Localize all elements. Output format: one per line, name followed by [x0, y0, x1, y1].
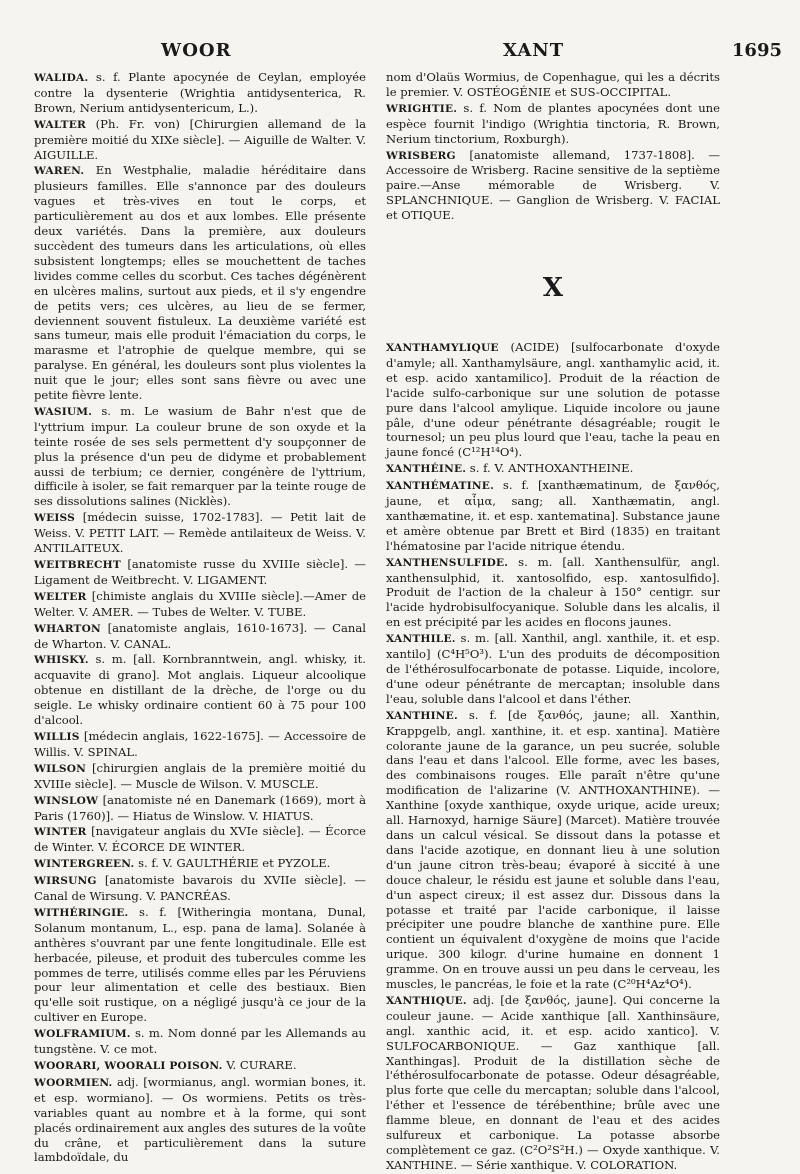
dictionary-entry — [386, 478, 720, 554]
entry-headword: XANTHINE. — [386, 709, 458, 722]
entry-text: nom d'Olaüs Wormius, de Copenhague, qui les a décrits le premier. V. OSTÉOGÉNIE et SUS-OCCIPITAL. — [386, 70, 720, 99]
page-number: 1695 — [731, 40, 782, 61]
entry-headword: WAREN. — [34, 165, 85, 178]
entry-text: s. m. [all. Xanthensulfür, angl. xanthensulphid, it. xantosolfido, esp. xantosulfido]. Produit de l'action de la chaleur à 150° centigr. sur l'acide hydrobisulfocyanique. Soluble dans les alcalis, il en est précipité par les acides en flocons jaunes. — [386, 554, 720, 630]
dictionary-entry — [34, 905, 366, 1025]
dictionary-entry — [34, 510, 366, 556]
entry-text: s. f. V. ANTHOXANTHEINE. — [466, 461, 634, 476]
entry-text: s. m. [all. Xanthil, angl. xanthile, it. et esp. xantilo] (C⁴H⁵O³). L'un des produits de décomposition de l'éthérosulfocarbonate de potasse. Liquide, incolore, d'une odeur pénétrante de mercaptan; insoluble dans l'eau, soluble dans l'alcool et dans l'éther. — [386, 631, 720, 706]
entry-text: (Ph. Fr. von) [Chirurgien allemand de la première moitié du XIXe siècle]. — Aiguille de Walter. V. AIGUILLE. — [34, 116, 366, 162]
entry-text: [anatomiste anglais, 1610-1673]. — Canal de Wharton. V. CANAL. — [34, 620, 366, 651]
entry-text: (ACIDE) [sulfocarbonate d'oxyde d'amyle; all. Xanthamylsäure, angl. xanthamylic acid, it. et esp. acido xantamilico]. Produit de la réaction de l'acide sulfo-carbonique sur une solution de potasse pure dans l'alcool amylique. Liquide incolore ou jaune pâle, d'une odeur pénétrante désagréable; rougit le tournesol; un peu plus lourd que l'eau, tache la peau en jaune foncé (C¹²H¹⁴O⁴). — [386, 339, 720, 460]
entry-headword: XANTHÉMATINE. — [386, 480, 494, 493]
entry-headword: WALTER — [34, 118, 86, 131]
dictionary-entry — [386, 148, 720, 224]
page-header — [18, 40, 782, 66]
entry-headword: WALIDA. — [34, 72, 89, 84]
entry-text: adj. [wormianus, angl. wormian bones, it. et esp. wormiano]. — Os wormiens. Petits os très-variables quant au nombre et à la forme, qui sont placés ordinairement aux angles des sutures de la voûte du crâne, et particulièrement dans la suture lambdoïdale, du — [34, 1074, 366, 1165]
entry-headword: XANTHAMYLIQUE — [386, 341, 499, 354]
entry-headword: WHARTON — [34, 622, 101, 635]
dictionary-entry — [34, 163, 366, 403]
dictionary-entry — [386, 631, 720, 707]
entry-text: [anatomiste allemand, 1737-1808]. — Accessoire de Wrisberg. Racine sensitive de la septième paire.—Anse mémorable de Wrisberg. V. SPLANCHNIQUE. — Ganglion de Wrisberg. V. FACIAL et OTIQUE. — [386, 147, 720, 223]
dictionary-entry — [386, 70, 720, 100]
dictionary-entry — [34, 856, 366, 872]
dictionary-entry — [386, 708, 720, 992]
entry-headword: WOLFRAMIUM. — [34, 1028, 131, 1041]
entry-headword: WELTER — [34, 590, 87, 603]
entry-headword: WINSLOW — [34, 794, 99, 807]
entry-text: s. f. V. GAULTHÉRIE et PYZOLE. — [134, 856, 331, 871]
entry-text: s. f. [xanthæmatinum, de ξανθός, jaune, et αἷμα, sang; all. Xanthæmatin, angl. xanthæmatine, it. et esp. xantematina]. Substance jaune et amère obtenue par Brett et Bird (1835) en traitant l'hématosine par l'acide nitrique étendu. — [386, 478, 720, 553]
entry-headword: WILLIS — [34, 730, 80, 743]
entry-headword: WOORARI, WOORALI POISON. — [34, 1060, 223, 1072]
entry-text: [anatomiste bavarois du XVIIe siècle]. — Canal de Wirsung. V. PANCRÉAS. — [34, 873, 366, 904]
dictionary-entry — [34, 761, 366, 792]
entry-headword: XANTHIQUE. — [386, 994, 467, 1007]
entry-text: [chirurgien anglais de la première moitié du XVIIIe siècle]. — Muscle de Wilson. V. MUSCLE. — [34, 760, 366, 791]
running-head-left: WOOR — [161, 40, 232, 61]
entry-text: s. f. Plante apocynée de Ceylan, employée contre la dysenterie (Wrightia antidysenterica, R. Brown, Nerium antidysentericum, L.). — [34, 70, 366, 115]
entry-headword: XANTHILE. — [386, 633, 456, 646]
entry-headword: WOORMIEN. — [34, 1076, 113, 1089]
entry-headword: WRIGHTIE. — [386, 102, 458, 115]
dictionary-entry — [34, 557, 366, 588]
entry-text: [anatomiste russe du XVIIIe siècle]. — Ligament de Weitbrecht. V. LIGAMENT. — [34, 557, 366, 587]
section-letter-heading: X — [542, 273, 564, 304]
dictionary-entry — [386, 555, 720, 631]
dictionary-entry — [34, 70, 366, 116]
right-column-top-entries — [386, 70, 720, 223]
dictionary-entry — [34, 824, 366, 855]
dictionary-entry — [34, 589, 366, 620]
entry-text: s. m. [all. Kornbranntwein, angl. whisky, it. acquavite di grano]. Mot anglais. Liqueur alcoolique obtenue en distillant de la drèche, de l'orge ou du seigle. Le whisky ordinaire contient 60 à 75 pour 100 d'alcool. — [34, 652, 366, 728]
entry-text: s. m. Le wasium de Bahr n'est que de l'yttrium impur. La couleur brune de son oxyde et la teinte rosée de ses sels permettent d'y soupçonner de plus la présence d'un peu de didyme et probablement aussi de terbium; ce dernier, congénère de l'yttrium, difficile à isoler, se fait remarquer par la teinte rouge de ses dissolutions salines (Nicklès). — [34, 403, 366, 509]
dictionary-entry — [34, 621, 366, 652]
dictionary-entry — [34, 793, 366, 824]
entry-headword: XANTHÉINE. — [386, 463, 467, 476]
dictionary-entry — [34, 873, 366, 904]
entry-headword: WEITBRECHT — [34, 559, 121, 571]
dictionary-entry — [34, 1075, 366, 1165]
right-column — [386, 70, 720, 1174]
entry-text: [médecin suisse, 1702-1783]. — Petit lait de Weiss. V. PETIT LAIT. — Remède antilaiteux de Weiss. V. ANTILAITEUX. — [34, 510, 366, 556]
dictionary-entry — [34, 1058, 366, 1074]
entry-headword: WASIUM. — [34, 405, 93, 418]
entry-text: [anatomiste né en Danemark (1669), mort à Paris (1760)]. — Hiatus de Winslow. V. HIATUS. — [34, 792, 366, 823]
dictionary-entry — [34, 729, 366, 760]
dictionary-entry — [34, 1026, 366, 1057]
entry-headword: WINTERGREEN. — [34, 858, 135, 871]
entry-text: [navigateur anglais du XVIe siècle]. — Écorce de Winter. V. ÉCORCE DE WINTER. — [34, 824, 366, 855]
entry-text: [médecin anglais, 1622-1675]. — Accessoire de Willis. V. SPINAL. — [34, 728, 366, 759]
entry-headword: WRISBERG — [386, 149, 456, 162]
running-head-right: XANT — [503, 40, 565, 61]
entry-headword: WILSON — [34, 762, 87, 775]
entry-headword: WHISKY. — [34, 654, 89, 667]
right-column-bottom-entries — [386, 340, 720, 1173]
entry-text: s. f. [de ξανθός, jaune; all. Xanthin, Krappgelb, angl. xanthine, it. et esp. xantina]. Matière colorante jaune de la garance, un peu sucrée, soluble dans l'eau et dans l'alcool. Elle forme, avec les bases, des combinaisons rouges. Elle paraît n'être qu'une modification de l'alizarine (V. ANTHOXANTHINE). — Xanthine [oxyde xanthique, oxyde urique, acide ureux; all. Harnoxyd, harnige Säure] (Marcet). Matière trouvée dans un calcul vésical. Se dissout dans la potasse et dans l'acide azotique, en donnant lieu à une solution d'un jaune citron très-beau; évaporé à siccité à une douce chaleur, le résidu est jaune et soluble dans l'eau, d'un aspect cireux; il est assez dur. Dissous dans la potasse et traité par l'acide carbonique, il laisse précipiter une poudre blanche de xanthine pure. Elle contient un équivalent d'oxygène de moins que l'acide urique. 300 kilogr. d'urine humaine en donnent 1 gramme. On en trouve aussi un peu dans le cerveau, les muscles, le pancréas, le foie et la rate (C²⁰H⁴Az⁴O⁴). — [386, 707, 720, 992]
dictionary-entry — [386, 461, 720, 477]
dictionary-entry — [34, 117, 366, 163]
entry-headword: XANTHENSULFIDE. — [386, 556, 509, 569]
entry-text: V. CURARE. — [222, 1058, 297, 1072]
entry-headword: WITHÉRINGIE. — [34, 906, 129, 919]
left-column — [34, 70, 366, 1166]
dictionary-entry — [386, 340, 720, 460]
entry-text: adj. [de ξανθός, jaune]. Qui concerne la couleur jaune. — Acide xanthique [all. Xanthinsäure, angl. xanthic acid, it. et esp. acido xantico]. V. SULFOCARBONIQUE. — Gaz xanthique [all. Xanthingas]. Produit de la distillation sèche de l'éthérosulfocarbonate de potasse. Odeur désagréable, plus forte que celle du mercaptan; soluble dans l'alcool, l'éther et l'essence de térébenthine; brûle avec une flamme bleue, en donnant de l'eau et des acides sulfureux et carbonique. La potasse absorbe complètement ce gaz. (C²O²S²H.) — Oxyde xanthique. V. XANTHINE. — Série xanthique. V. COLORATION. — [386, 992, 720, 1172]
dictionary-entry — [34, 652, 366, 728]
entry-headword: WINTER — [34, 826, 87, 839]
entry-text: s. f. [Witheringia montana, Dunal, Solanum montanum, L., esp. pana de lama]. Solanée à anthères s'ouvrant par une fente longitudinale. Elle est herbacée, pileuse, et produit des tubercules comme les pommes de terre, utilisés comme elles par les Péruviens pour leur alimentation et celle des bestiaux. Bien qu'elle soit rustique, on a négligé jusqu'à ce jour de la cultiver en Europe. — [34, 904, 366, 1025]
entry-text: [chimiste anglais du XVIIIe siècle].—Amer de Welter. V. AMER. — Tubes de Welter. V. TUBE. — [34, 588, 366, 619]
entry-text: s. m. Nom donné par les Allemands au tungstène. V. ce mot. — [34, 1026, 366, 1057]
dictionary-entry — [386, 101, 720, 147]
entry-text: s. f. Nom de plantes apocynées dont une espèce fournit l'indigo (Wrightia tinctoria, R. Brown, Nerium tinctorium, Roxburgh). — [386, 100, 720, 146]
entry-headword: WIRSUNG — [34, 875, 97, 888]
entry-text: En Westphalie, maladie héréditaire dans plusieurs familles. Elle s'annonce par des douleurs vagues et très-vives en tout le corps, et particulièrement au dos et aux lombes. Elle présente deux variétés. Dans la première, aux douleurs succèdent des tumeurs dans les articulations, où elles subsistent longtemps; elles se mouchettent de taches livides comme celles du scorbut. Ces taches dégénèrent en ulcères malins, surtout aux pieds, et il s'y engendre de petits vers; ces ulcères, au lieu de se fermer, deviennent souvent fistuleux. La deuxième variété est sans tumeur, mais elle produit l'émaciation du corps, le marasme et l'atrophie de quelque membre, qui se paralyse. En général, les douleurs sont plus violentes la nuit que le jour; elles sont sans fièvre ou avec une petite fièvre lente. — [34, 163, 366, 403]
dictionary-entry — [34, 404, 366, 509]
entry-headword: WEISS — [34, 512, 75, 525]
dictionary-entry — [386, 993, 720, 1173]
